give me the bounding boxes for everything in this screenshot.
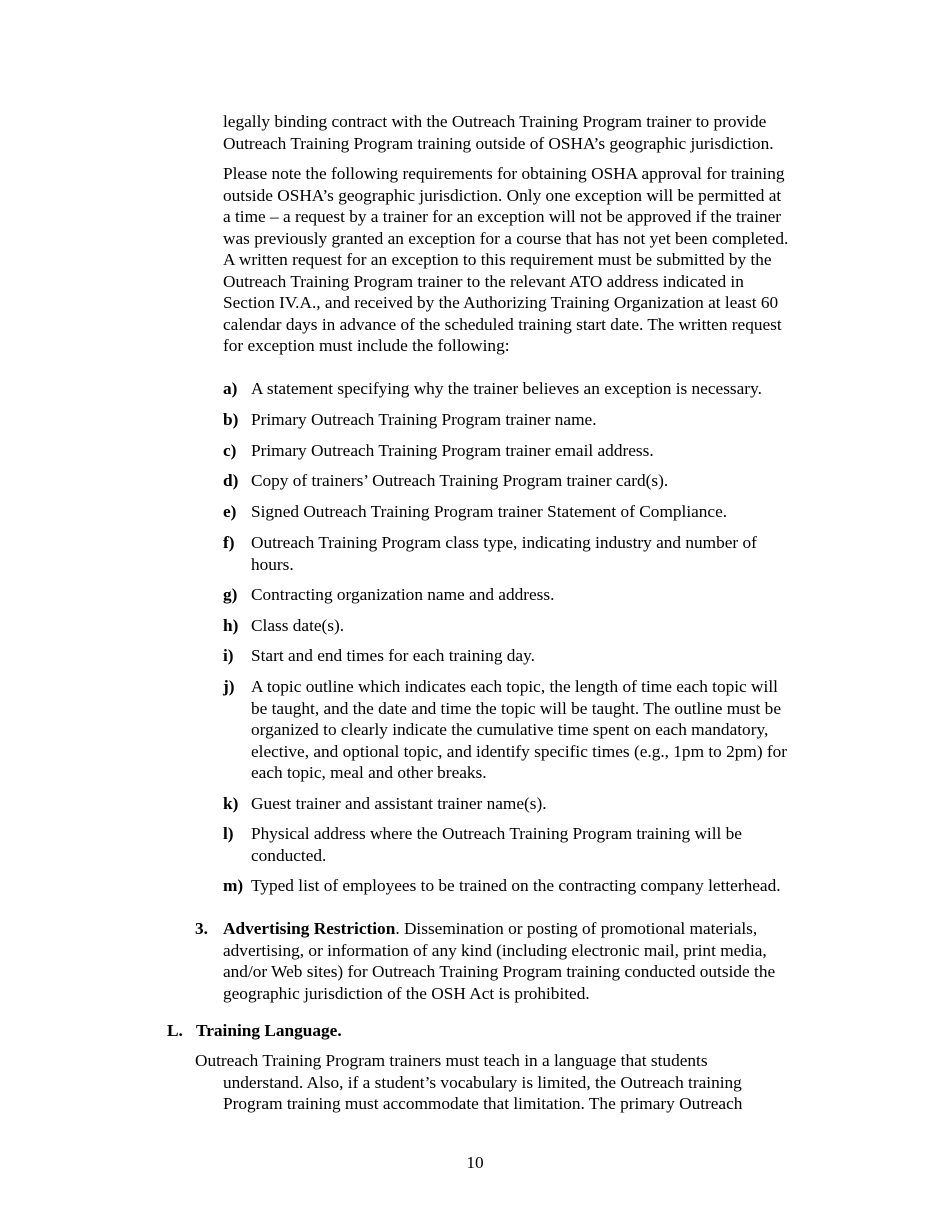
- list-item-label: f): [223, 533, 235, 552]
- list-item-text: Class date(s).: [251, 616, 345, 635]
- list-item-text: Primary Outreach Training Program trainer name.: [251, 410, 597, 429]
- list-item-text: Typed list of employees to be trained on the contracting company letterhead.: [251, 876, 781, 895]
- item-number: 3.: [195, 919, 208, 938]
- list-item-text: A topic outline which indicates each topic, the length of time each topic will be taught, and the date and time the topic will be taught. The outline must be organized to clearly indicate the cumulative time spent on each mandatory, elective, and optional topic, and identify specific times (e.g., 1pm to 2pm) for each topic, meal and other breaks.: [251, 677, 788, 782]
- requirements-paragraph: Please note the following requirements for obtaining OSHA approval for training outside OSHA’s geographic jurisdiction. Only one exception will be permitted at a time – a request by a trainer for an exception will not be approved if the trainer was previously granted an exception for a course that has not yet been completed. A written request for an exception to this requirement must be submitted by the Outreach Training Program trainer to the relevant ATO address indicated in Section IV.A., and received by the Authorizing Training Organization at least 60 calendar days in advance of the scheduled training start date. The written request for exception must include the following:: [223, 164, 789, 355]
- list-item-text: Signed Outreach Training Program trainer Statement of Compliance.: [251, 502, 728, 521]
- training-language-paragraph: Outreach Training Program trainers must teach in a language that students understand. Also, if a student’s vocabulary is limited, the Outreach training Program training must accommodate that limitation. The primary Outreach: [195, 1051, 743, 1113]
- list-item-label: e): [223, 502, 237, 521]
- list-item-label: i): [223, 646, 234, 665]
- list-item-label: b): [223, 410, 239, 429]
- section-title: Training Language.: [196, 1021, 342, 1040]
- intro-paragraph: legally binding contract with the Outreach Training Program trainer to provide Outreach Training Program training outside of OSHA’s geographic jurisdiction.: [223, 112, 774, 153]
- list-item-label: d): [223, 471, 239, 490]
- list-item-label: k): [223, 794, 239, 813]
- list-item-label: g): [223, 585, 238, 604]
- list-item-text: Start and end times for each training day.: [251, 646, 535, 665]
- list-item-text: Copy of trainers’ Outreach Training Program trainer card(s).: [251, 471, 669, 490]
- list-item-label: l): [223, 824, 234, 843]
- list-item-text: Physical address where the Outreach Training Program training will be conducted.: [251, 824, 742, 865]
- list-item-text: Outreach Training Program class type, indicating industry and number of hours.: [251, 533, 757, 574]
- list-item-label: a): [223, 379, 238, 398]
- list-item-label: m): [223, 876, 244, 895]
- list-item-text: Primary Outreach Training Program trainer email address.: [251, 441, 654, 460]
- advertising-restriction-text: Advertising Restriction. Dissemination or posting of promotional materials, advertising, or information of any kind (including electronic mail, print media, and/or Web sites) for Outreach Training Program training conducted outside the geographic jurisdiction of the OSH Act is prohibited.: [223, 919, 776, 1003]
- page-number: 10: [466, 1153, 484, 1172]
- list-item-text: A statement specifying why the trainer believes an exception is necessary.: [251, 379, 762, 398]
- list-item-text: Contracting organization name and address.: [251, 585, 555, 604]
- list-item-label: h): [223, 616, 239, 635]
- section-letter: L.: [167, 1021, 183, 1040]
- advertising-heading: Advertising Restriction: [223, 919, 396, 938]
- list-item-text: Guest trainer and assistant trainer name(s).: [251, 794, 547, 813]
- list-item-label: c): [223, 441, 237, 460]
- list-item-label: j): [223, 677, 235, 696]
